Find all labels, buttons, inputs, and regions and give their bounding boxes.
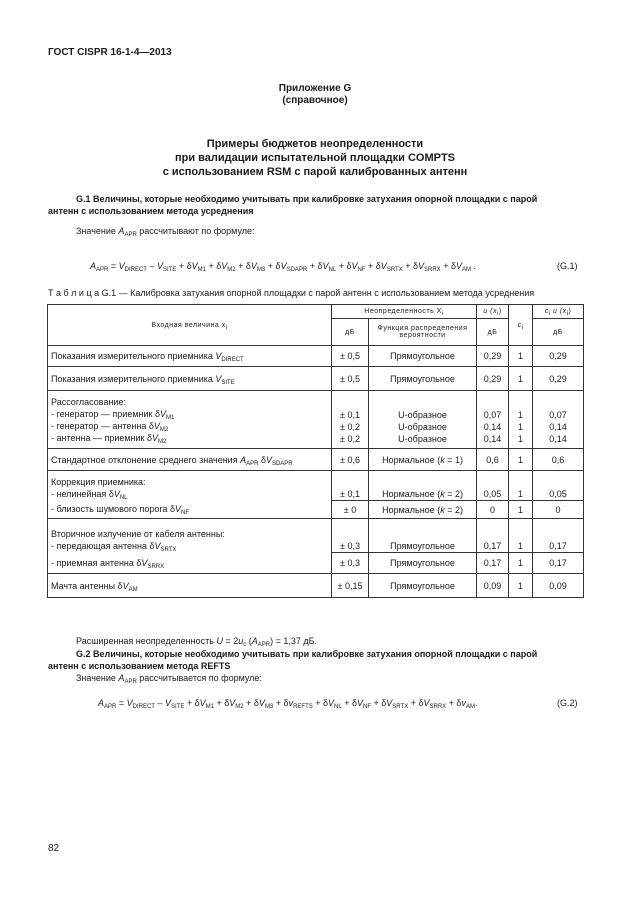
table-row-mismatch: Рассогласование: - генератор — приемник $\delta V_{M1}$ - генератор — антенна $\delta V_{M2}$ - антенна — приемник $\delta V_{M2}$ ± 0,1 ± 0,2 ± 0,2 U-образное U-образное U-образное 0,07 0,14 0,14 1 1 1 0,07 0,14 0,14: [48, 391, 584, 449]
document-header: ГОСТ CISPR 16-1-4—2013: [48, 47, 172, 58]
header-uncertainty: Неопределенность $X_i$: [332, 305, 477, 319]
main-title-line1: Примеры бюджетов неопределенности: [206, 138, 424, 150]
appendix-title: Приложение G: [278, 83, 352, 94]
g1-heading-line2: антенн с использованием метода усреднения: [48, 206, 254, 216]
table-caption: Т а б л и ц а G.1 — Калибровка затухания опорной площадки с парой антенн с использованием метода усреднения: [48, 288, 535, 298]
g2-heading-line2: антенн с использованием метода REFTS: [48, 661, 231, 671]
appendix-subtitle: (справочное): [282, 95, 348, 106]
table-row-mast: Мачта антенны $\delta V_{AM}$ ± 0,15 Прямоугольное 0,09 1 0,09: [48, 574, 584, 598]
header-distribution: Функция распределения вероятности: [369, 319, 477, 346]
table-row-cable-rx: - приемная антенна $\delta V_{SRRX}$ ± 0,3 Прямоугольное 0,17 1 0,17: [48, 553, 584, 574]
table-row: Показания измерительного приемника $V_{DIRECT}$ ± 0,5 Прямоугольное 0,29 1 0,29: [48, 346, 584, 367]
formula-g1-number: (G.1): [557, 261, 578, 271]
uncertainty-table: [47, 304, 584, 598]
formula-g2-number: (G.2): [557, 698, 578, 708]
table-row-std-dev: Стандартное отклонение среднего значения $A_{APR}$ $\delta V_{SDAPR}$ ± 0,6 Нормальное (k = 1) 0,6 1 0,6: [48, 449, 584, 471]
table-row-receiver-nf: - близость шумового порога $\delta V_{NF}$ ± 0 Нормальное (k = 2) 0 1 0: [48, 501, 584, 519]
formula-g2: $A_{APR} = V_{DIRECT} - V_{SITE} + \delta V_{M1} + \delta V_{M2} + \delta V_{M3} + \delta v_{REFTS} + \delta V_{NL} + \delta V_{NF} + \delta V_{SRTX} + \delta V_{SRRX} + \delta v_{AM}$.: [98, 698, 478, 710]
table-row-cable-tx: Вторичное излучение от кабеля антенны: - передающая антенна $\delta V_{SRTX}$ ± 0,3 Прямоугольное 0,17 1 0,17: [48, 519, 584, 553]
table-row: Показания измерительного приемника $V_{SITE}$ ± 0,5 Прямоугольное 0,29 1 0,29: [48, 367, 584, 391]
header-ci: $c_i$: [509, 305, 533, 346]
g1-intro: Значение $A_{APR}$ рассчитывают по формуле:: [76, 226, 255, 238]
header-db: дБ: [332, 319, 369, 346]
header-db3: дБ: [533, 319, 584, 346]
formula-g1: $A_{APR} = V_{DIRECT} - V_{SITE} + \delta V_{M1} + \delta V_{M2} + \delta V_{M3} + \delta V_{SDAPR} + \delta V_{NL} + \delta V_{NF} + \delta V_{SRTX} + \delta V_{SRRX} + \delta V_{AM}$ .: [90, 261, 476, 273]
table-row-receiver-nl: Коррекция приемника: - нелинейная $\delta V_{NL}$ ± 0,1 Нормальное (k = 2) 0,05 1 0,05: [48, 471, 584, 501]
expanded-uncertainty: Расширенная неопределенность $U = 2u_c$ $(A_{APR}) = 1,37$ дБ.: [76, 636, 318, 648]
header-db2: дБ: [477, 319, 509, 346]
g2-intro: Значение $A_{APR}$ рассчитывается по формуле:: [76, 673, 262, 685]
header-input-quantity: Входная величина $x_i$: [48, 305, 332, 346]
g2-heading-line1: G.2 Величины, которые необходимо учитывать при калибровке затухания опорной площадки с парой: [76, 649, 538, 659]
page-number: 82: [48, 843, 60, 854]
header-ci-u: $c_i$ u $(x_i)$: [533, 305, 584, 319]
main-title-line3: с использованием RSM с парой калиброванных антенн: [162, 166, 468, 178]
header-u-xi: u $(x_i)$: [477, 305, 509, 319]
main-title-line2: при валидации испытательной площадки COMPTS: [174, 152, 456, 164]
g1-heading-line1: G.1 Величины, которые необходимо учитывать при калибровке затухания опорной площадки с парой: [76, 194, 538, 204]
